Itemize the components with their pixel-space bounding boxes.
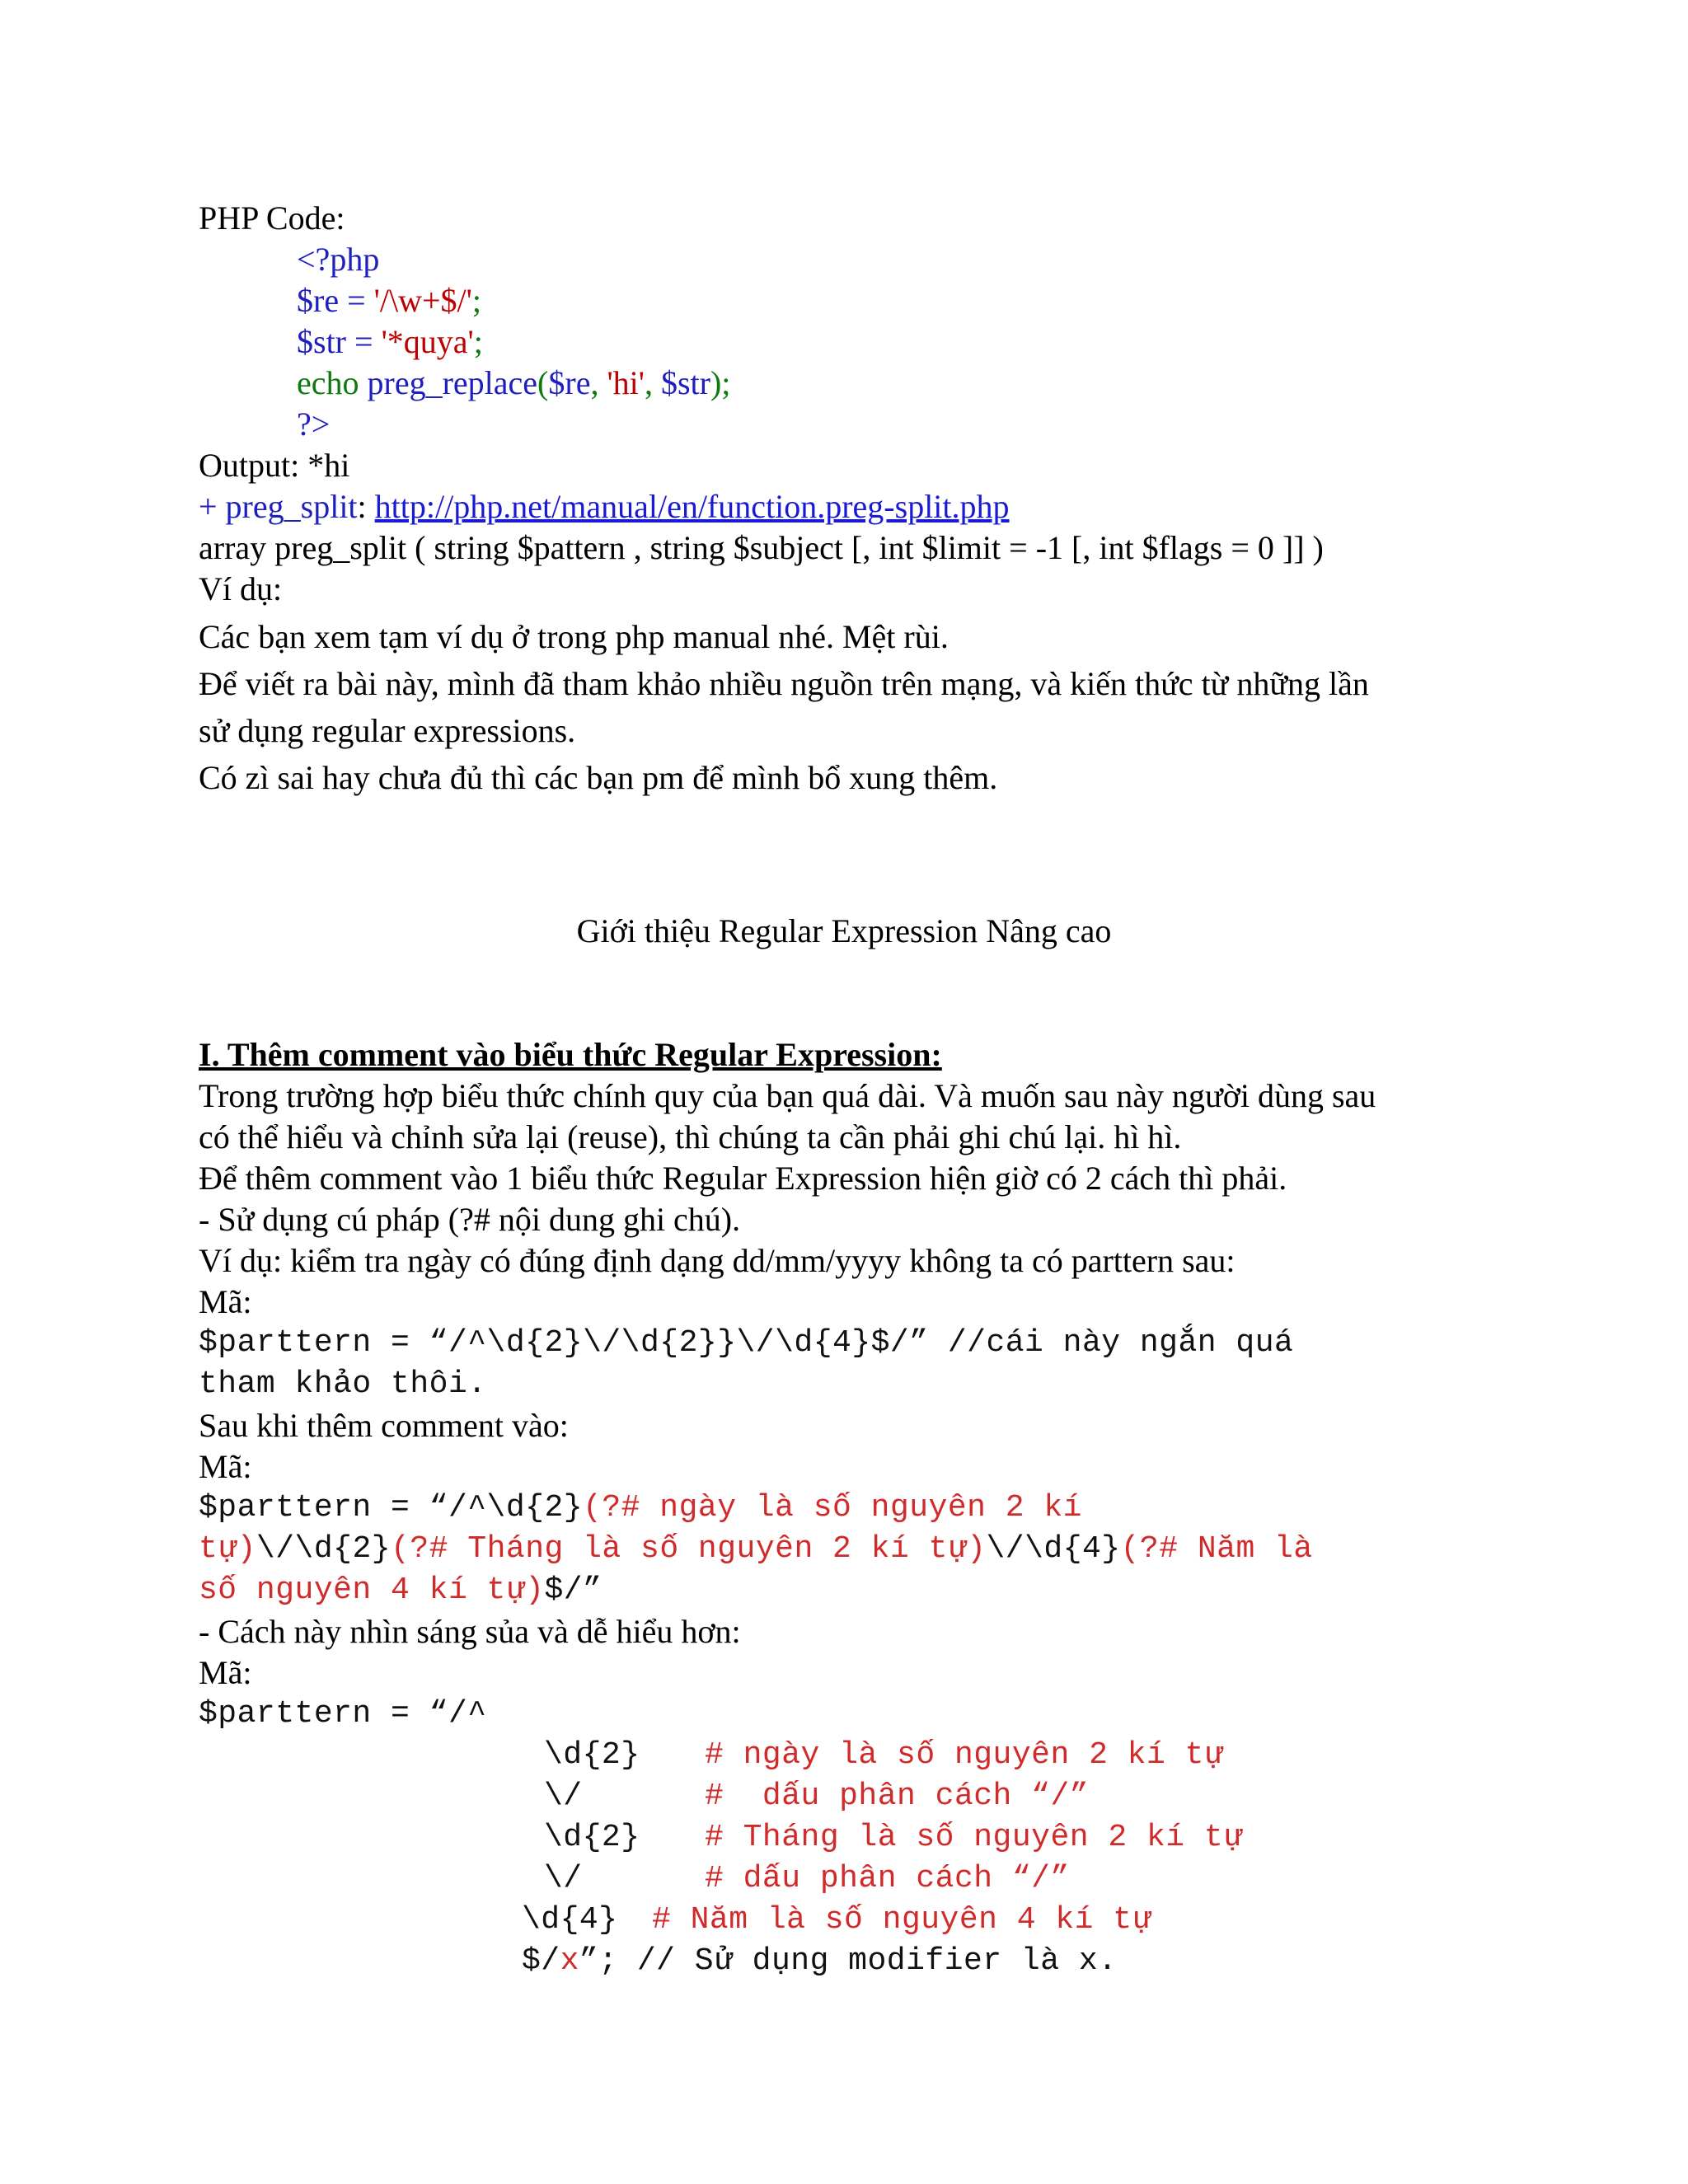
- code-comment: số nguyên 4 kí tự): [199, 1572, 545, 1608]
- paragraph-line: Các bạn xem tạm ví dụ ở trong php manual nhé. Mệt rùi.: [199, 618, 949, 655]
- code-comment: tự): [199, 1531, 256, 1567]
- code-echo-keyword: echo: [297, 364, 359, 401]
- ma-label: Mã:: [199, 1283, 252, 1320]
- code-eq: =: [346, 323, 382, 360]
- code-pattern-line: $parttern = “/^\d{2}\/\d{2}}\/\d{4}$/” //cái này ngắn quá: [199, 1325, 1294, 1361]
- code-x-comment: # ngày là số nguyên 2 kí tự: [705, 1737, 1224, 1773]
- body-line: Ví dụ: kiểm tra ngày có đúng định dạng dd/mm/yyyy không ta có parttern sau:: [199, 1242, 1236, 1279]
- code-str-value: '*quya': [381, 323, 474, 360]
- example-label: Ví dụ:: [199, 570, 283, 607]
- code-arg-str: $str: [660, 364, 710, 401]
- code-paren-open: (: [537, 364, 549, 401]
- code-segment: $parttern = “/^\d{2}: [199, 1490, 584, 1526]
- code-php-close: ?>: [297, 405, 331, 443]
- after-comment-label: Sau khi thêm comment vào:: [199, 1407, 569, 1444]
- code-x-token: \/: [544, 1861, 583, 1896]
- code-php-open: <?php: [297, 241, 380, 278]
- heading-add-comment: I. Thêm comment vào biểu thức Regular Expression:: [199, 1036, 942, 1073]
- preg-split-signature: array preg_split ( string $pattern , string $subject [, int $limit = -1 [, int $flags = 0 ]] ): [199, 529, 1324, 566]
- code-x-modifier: x: [560, 1943, 579, 1979]
- code-x-token: \d{2}: [544, 1737, 640, 1773]
- php-code-label: PHP Code:: [199, 199, 345, 237]
- code-semicolon: ;: [473, 323, 483, 360]
- paragraph-line: sử dụng regular expressions.: [199, 712, 576, 749]
- code-echo-line: [297, 363, 730, 404]
- code-commented-line: [199, 1529, 1313, 1570]
- section-title: Giới thiệu Regular Expression Nâng cao: [576, 912, 1112, 949]
- code-segment: \/\d{4}: [986, 1531, 1121, 1567]
- preg-split-colon: :: [357, 488, 375, 525]
- body-line: - Sử dụng cú pháp (?# nội dung ghi chú).: [199, 1201, 741, 1238]
- code-eq: =: [339, 282, 374, 319]
- code-re-value: '/\w+$/': [373, 282, 472, 319]
- code-arg-re: $re: [548, 364, 591, 401]
- code-comment: (?# ngày là số nguyên 2 kí: [583, 1490, 1082, 1526]
- code-x-comment: # dấu phân cách “/”: [705, 1779, 1090, 1814]
- ma-label: Mã:: [199, 1654, 252, 1691]
- code-paren-close: );: [710, 364, 731, 401]
- code-x-token: \d{4}: [522, 1902, 618, 1938]
- preg-split-line: [199, 486, 1010, 527]
- code-re-var: $re: [297, 282, 340, 319]
- ma-label: Mã:: [199, 1448, 252, 1485]
- code-function-name: preg_replace: [359, 364, 538, 401]
- paragraph-line: Có zì sai hay chưa đủ thì các bạn pm để mình bổ xung thêm.: [199, 759, 998, 796]
- output-line: Output: *hi: [199, 447, 350, 484]
- code-re-line: [297, 280, 481, 321]
- code-x-end-comment: ”; // Sử dụng modifier là x.: [579, 1943, 1118, 1979]
- body-line: Trong trường hợp biểu thức chính quy của bạn quá dài. Và muốn sau này người dùng sau: [199, 1077, 1376, 1114]
- paragraph-line: Để viết ra bài này, mình đã tham khảo nhiều nguồn trên mạng, và kiến thức từ những lần: [199, 665, 1369, 702]
- code-commented-line: [199, 1488, 1082, 1529]
- body-line: Để thêm comment vào 1 biểu thức Regular Expression hiện giờ có 2 cách thì phải.: [199, 1160, 1287, 1197]
- clearer-way-line: - Cách này nhìn sáng sủa và dễ hiểu hơn:: [199, 1613, 741, 1650]
- code-x-pattern-start: $parttern = “/^: [199, 1696, 487, 1732]
- preg-split-label: + preg_split: [199, 488, 358, 525]
- code-x-comment: # Tháng là số nguyên 2 kí tự: [705, 1820, 1243, 1855]
- code-x-comment: # Năm là số nguyên 4 kí tự: [652, 1902, 1151, 1938]
- code-segment: $/”: [544, 1572, 603, 1608]
- code-pattern-line: tham khảo thôi.: [199, 1366, 487, 1402]
- code-comma: ,: [590, 364, 607, 401]
- code-commented-line: [199, 1570, 602, 1611]
- code-comment: (?# Năm là: [1120, 1531, 1313, 1567]
- code-semicolon: ;: [471, 282, 481, 319]
- code-segment: \/\d{2}: [256, 1531, 392, 1567]
- code-x-end: $/: [522, 1943, 560, 1979]
- code-comma: ,: [644, 364, 661, 401]
- code-arg-hi: 'hi': [607, 364, 645, 401]
- code-x-end-line: [522, 1941, 1117, 1982]
- body-line: có thể hiểu và chỉnh sửa lại (reuse), thì chúng ta cần phải ghi chú lại. hì hì.: [199, 1118, 1182, 1155]
- code-comment: (?# Tháng là số nguyên 2 kí tự): [391, 1531, 987, 1567]
- code-str-line: [297, 321, 483, 363]
- code-str-var: $str: [297, 323, 346, 360]
- code-x-token: \d{2}: [544, 1820, 640, 1855]
- preg-split-link[interactable]: http://php.net/manual/en/function.preg-split.php: [374, 488, 1010, 525]
- code-x-token: \/: [544, 1779, 583, 1814]
- code-x-comment: # dấu phân cách “/”: [705, 1861, 1070, 1896]
